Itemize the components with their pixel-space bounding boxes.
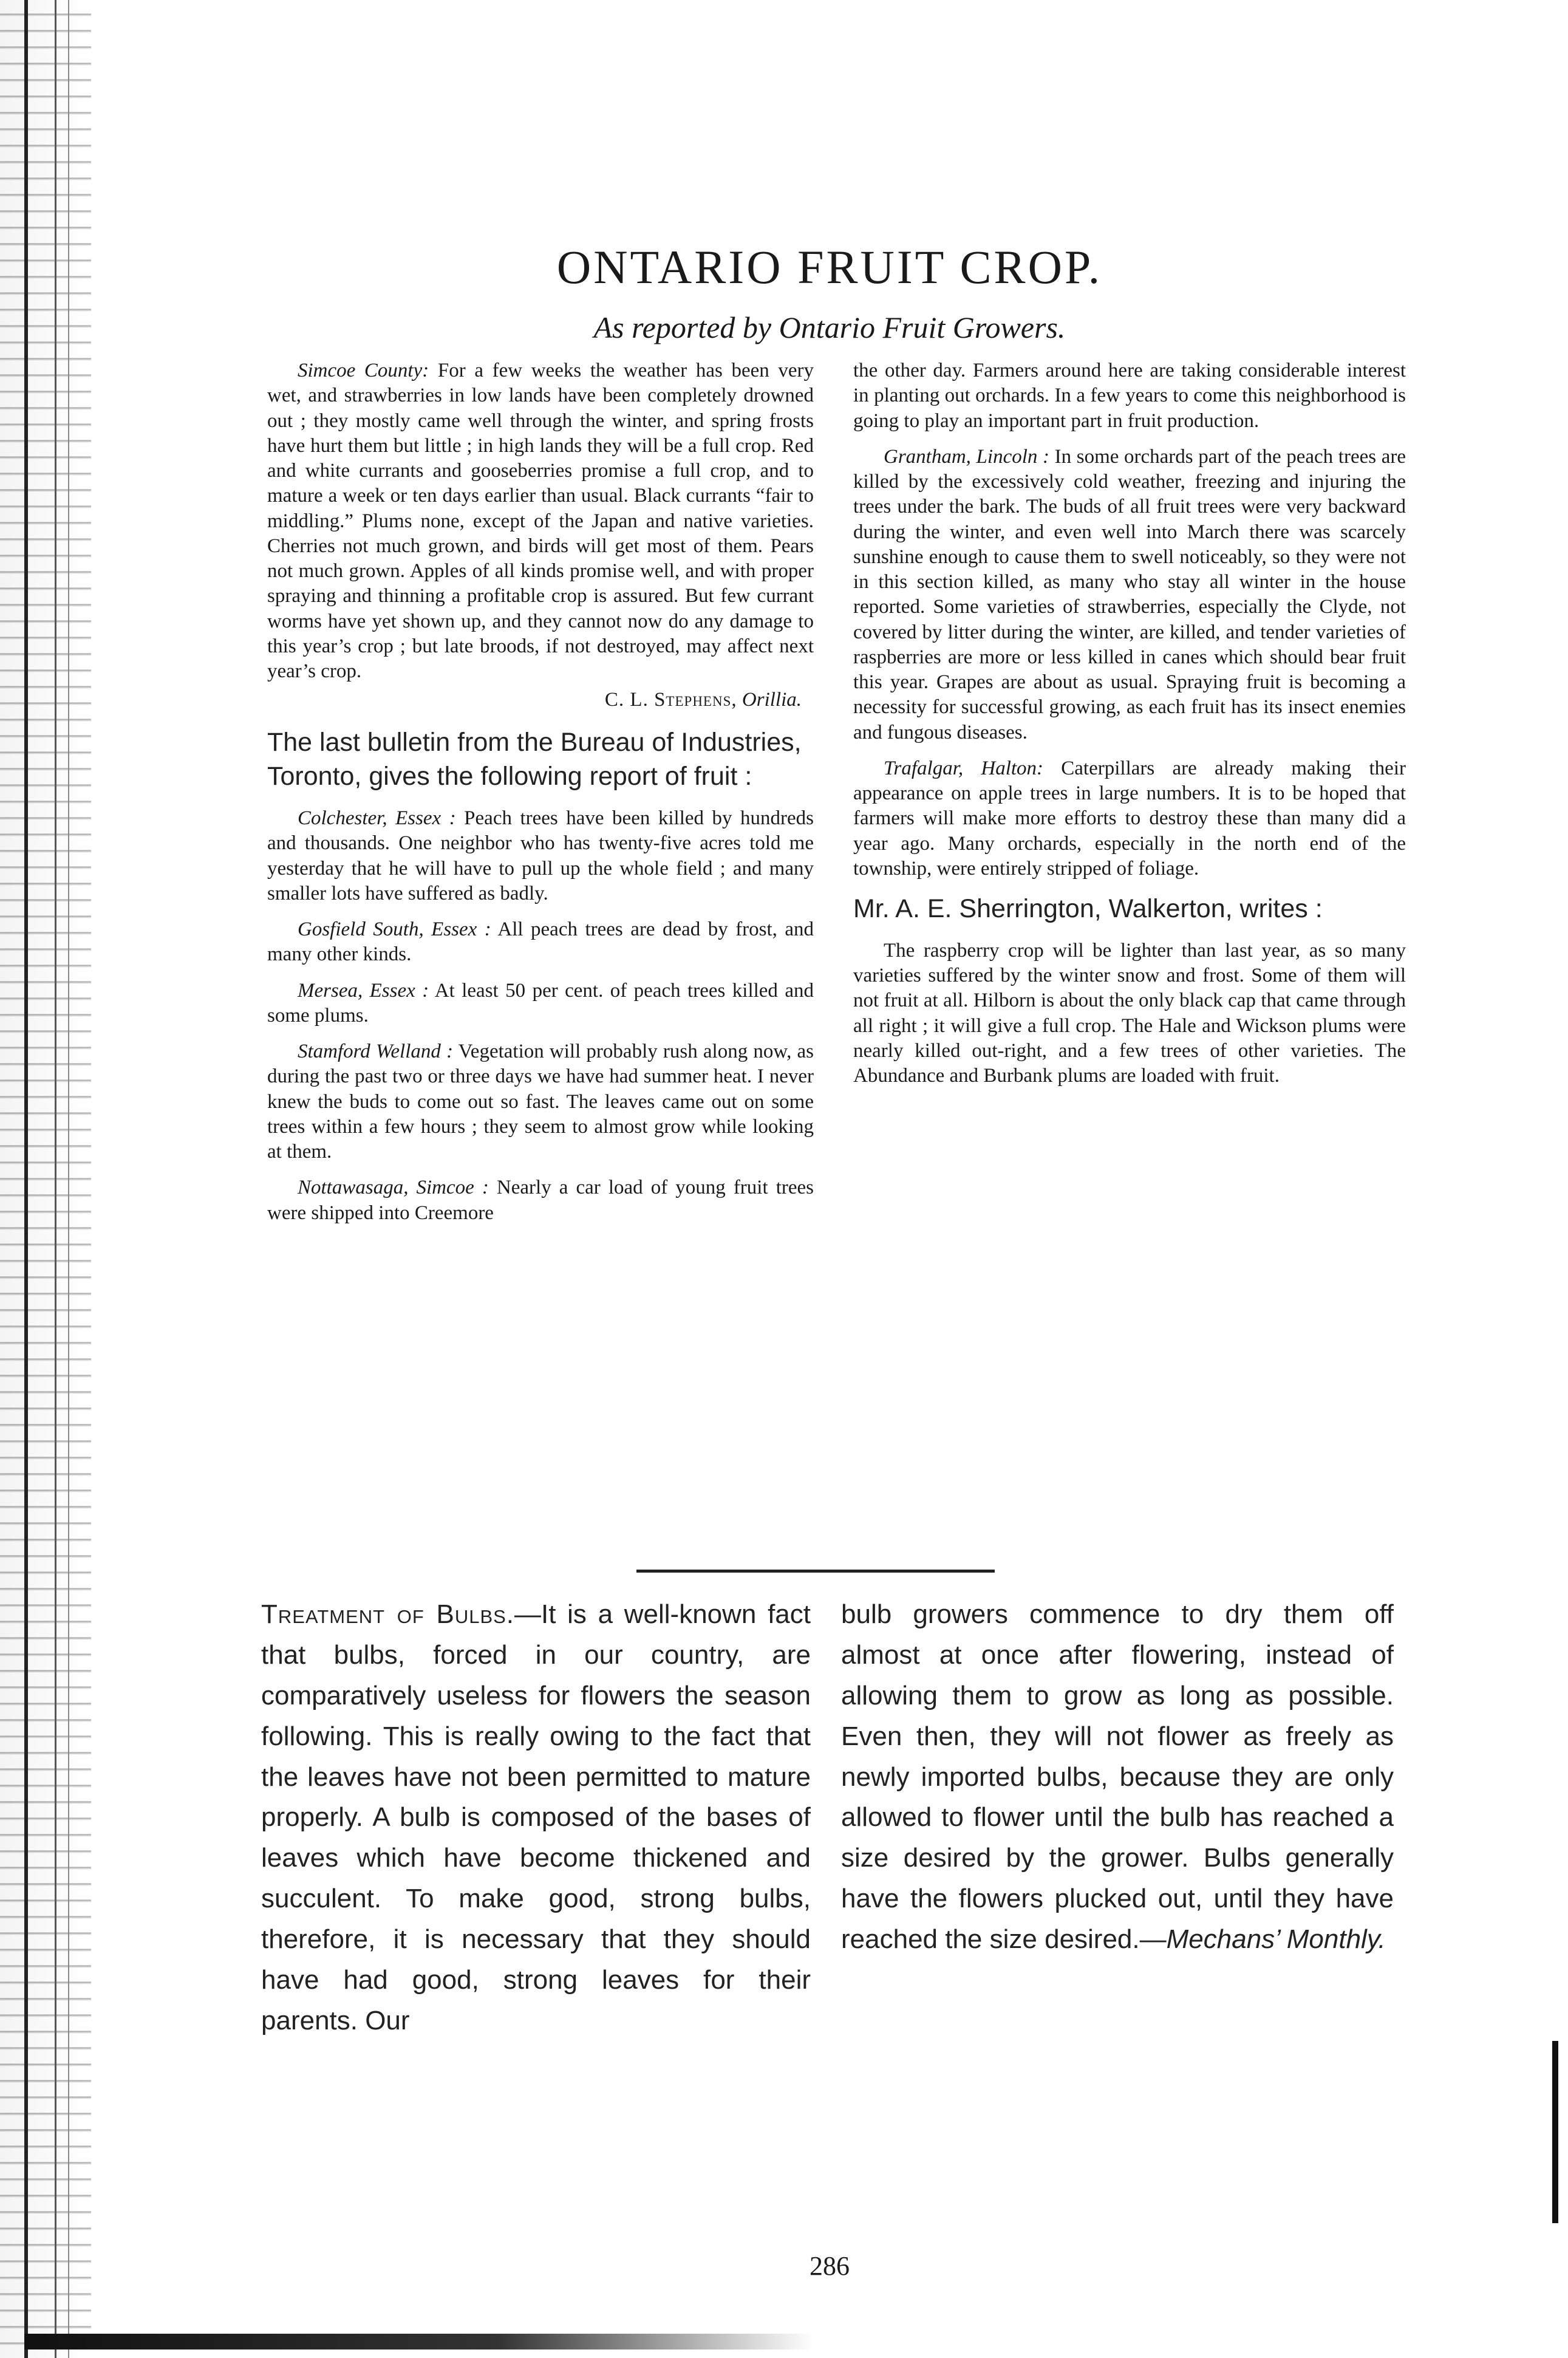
report-place: Colchester, Essex :	[298, 807, 456, 830]
sherrington-paragraph: The raspberry crop will be lighter than last year, as so many varieties suffered by the winter snow and frost. Some of them will not fruit at all. Hilborn is about the only black cap that came through all right ; it will give a full crop. The Hale and Wickson plums were nearly killed out-right, and a few trees of other varieties. The Abundance and Burbank plums are loaded with fruit.	[853, 939, 1406, 1087]
bulbs-paragraph-continued	[841, 1594, 1394, 1960]
report-paragraph	[267, 1039, 814, 1164]
bulbs-source: Mechans’ Monthly.	[1166, 1924, 1386, 1954]
report-place: Trafalgar, Halton:	[884, 757, 1044, 779]
report-paragraph	[853, 756, 1406, 881]
bottom-scan-edge	[24, 2334, 814, 2349]
report-text: Nearly a car load of young fruit trees were shipped into Creemore	[267, 1177, 814, 1224]
bulbs-heading: Treatment of Bulbs.	[261, 1599, 515, 1629]
report-text: Vegetation will probably rush along now, as during the past two or three days we have had summer heat. I never knew the buds to come out so fast. The leaves came out on some trees within a few hours ; they seem to almost grow while looking at them.	[267, 1041, 814, 1163]
bulbs-right-column	[841, 1594, 1394, 1960]
sherrington-lead: Mr. A. E. Sherrington, Walkerton, writes :	[853, 894, 1323, 923]
report-paragraph	[267, 358, 814, 684]
right-scan-mark	[1552, 2041, 1558, 2223]
continued-paragraph: the other day. Farmers around here are taking considerable interest in planting out orchards. In a few years to come this neighborhood is going to play an important part in fruit production.	[853, 360, 1406, 432]
page-number: 286	[810, 2251, 850, 2281]
bulbs-text: —It is a well-known fact that bulbs, forced in our country, are comparatively useless for flowers the season following. This is really owing to the fact that the leaves have not been permitted to mature properly. A bulb is composed of the bases of leaves which have become thickened and succulent. To make good, strong bulbs, therefore, it is necessary that they should have had good, strong leaves for their parents. Our	[261, 1599, 811, 2035]
report-paragraph	[267, 917, 814, 968]
report-paragraph	[267, 979, 814, 1029]
left-column	[267, 358, 814, 1237]
right-column	[853, 358, 1406, 1099]
report-place: Stamford Welland :	[298, 1041, 454, 1063]
signature-name: C. L. Stephens,	[604, 689, 737, 711]
report-text: All peach trees are dead by frost, and many other kinds.	[267, 918, 814, 966]
report-text: In some orchards part of the peach trees are killed by the excessively cold weather, freezing and injuring the trees under the bark. The buds of all fruit trees were very backward during the winter, and even well into March there was scarcely sunshine enough to cause them to swell noticeably, so they were not in this section killed, as many who stay all winter in the house reported. Some varieties of strawberries, especially the Clyde, not covered by litter during the winter, are killed, and tender varieties of raspberries are more or less killed in canes which should bear fruit this year. Grapes are about as usual. Spraying fruit is becoming a necessity for successful growing, as each fruit has its insect enemies and fungous diseases.	[853, 445, 1406, 743]
bulbs-text: bulb growers commence to dry them off almost at once after flowering, instead of allowing them to grow as long as possible. Even then, they will not flower as freely as newly imported bulbs, because they are only allowed to flower until the bulb has reached a size desired by the grower. Bulbs generally have the flowers plucked out, until they have reached the size desired.—	[841, 1599, 1394, 1954]
binding-edge	[0, 0, 91, 2358]
binding-rule	[24, 0, 28, 2358]
report-text: At least 50 per cent. of peach trees killed and some plums.	[267, 979, 814, 1027]
section-divider	[636, 1570, 995, 1573]
bulletin-lead: The last bulletin from the Bureau of Industries, Toronto, gives the following report of fruit :	[267, 728, 802, 791]
report-place: Grantham, Lincoln :	[884, 445, 1049, 468]
report-paragraph	[267, 1175, 814, 1226]
bulbs-left-column	[261, 1594, 811, 2042]
signature-city: Orillia.	[737, 689, 802, 711]
report-paragraph	[853, 445, 1406, 745]
article-subtitle: As reported by Ontario Fruit Growers.	[593, 310, 1066, 344]
report-text: Peach trees have been killed by hundreds and thousands. One neighbor who has twenty-five acres told me yesterday that he will have to pull up the whole field ; and many smaller lots have suffered as badly.	[267, 807, 814, 904]
binding-rule	[55, 0, 56, 2358]
report-place: Gosfield South, Essex :	[298, 918, 491, 941]
signature	[267, 689, 814, 711]
bulbs-paragraph	[261, 1594, 811, 2042]
report-place: Nottawasaga, Simcoe :	[298, 1177, 489, 1199]
article-title: ONTARIO FRUIT CROP.	[556, 241, 1103, 293]
report-place: Simcoe County:	[298, 360, 429, 381]
report-text: Caterpillars are already making their appearance on apple trees in large numbers. It is to be hoped that farmers will make more efforts to destroy these than many did a year ago. Many orchards, especially in the north end of the township, were entirely stripped of foliage.	[853, 757, 1406, 880]
report-place: Mersea, Essex :	[298, 979, 429, 1002]
report-paragraph	[267, 806, 814, 906]
binding-rule	[68, 0, 69, 2358]
report-text: For a few weeks the weather has been very wet, and strawberries in low lands have been completely drowned out ; they mostly came well through the winter, and spring frosts have hurt them but little ; in high lands they will be a full crop. Red and white currants and gooseberries promise a full crop, and to mature a week or ten days earlier than usual. Black currants “fair to middling.” Plums none, except of the Japan and native varieties. Cherries not much grown, and birds will get most of them. Pears not much grown. Apples of all kinds promise well, and with proper spraying and thinning a profitable crop is assured. But few currant worms have yet shown up, and they cannot now do any damage to this year’s crop ; but late broods, if not destroyed, may affect next year’s crop.	[267, 360, 814, 682]
